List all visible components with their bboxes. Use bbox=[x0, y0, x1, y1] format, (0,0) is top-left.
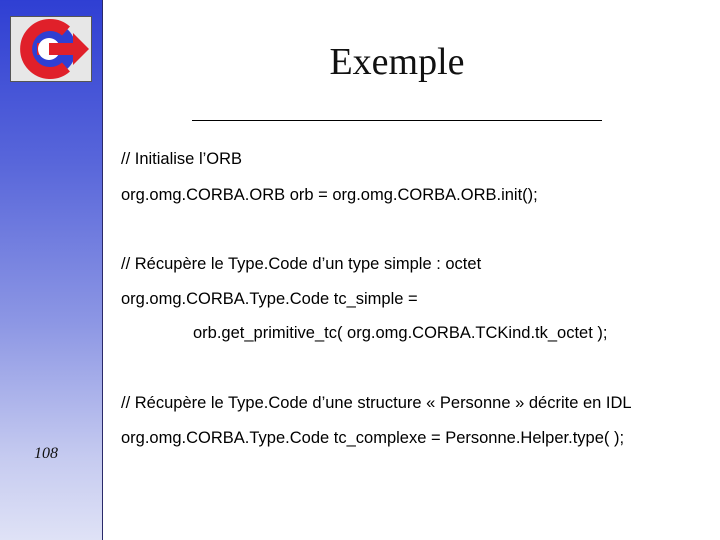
sidebar-divider bbox=[102, 0, 103, 540]
code-tc-simple: org.omg.CORBA.Type.Code tc_simple = bbox=[121, 290, 418, 308]
page-number: 108 bbox=[34, 445, 58, 462]
logo-icon bbox=[10, 16, 92, 82]
code-get-primitive-tc: orb.get_primitive_tc( org.omg.CORBA.TCKind.tk_octet ); bbox=[193, 324, 608, 342]
comment-init-orb: // Initialise l’ORB bbox=[121, 150, 243, 168]
code-tc-complexe: org.omg.CORBA.Type.Code tc_complexe = Personne.Helper.type( ); bbox=[121, 429, 625, 447]
title-divider bbox=[192, 120, 602, 121]
slide-title: Exemple bbox=[329, 41, 465, 83]
comment-simple-type: // Récupère le Type.Code d’un type simple : octet bbox=[121, 255, 482, 273]
code-orb-init: org.omg.CORBA.ORB orb = org.omg.CORBA.ORB.init(); bbox=[121, 186, 538, 204]
comment-struct-type: // Récupère le Type.Code d’une structure « Personne » décrite en IDL bbox=[121, 394, 632, 412]
